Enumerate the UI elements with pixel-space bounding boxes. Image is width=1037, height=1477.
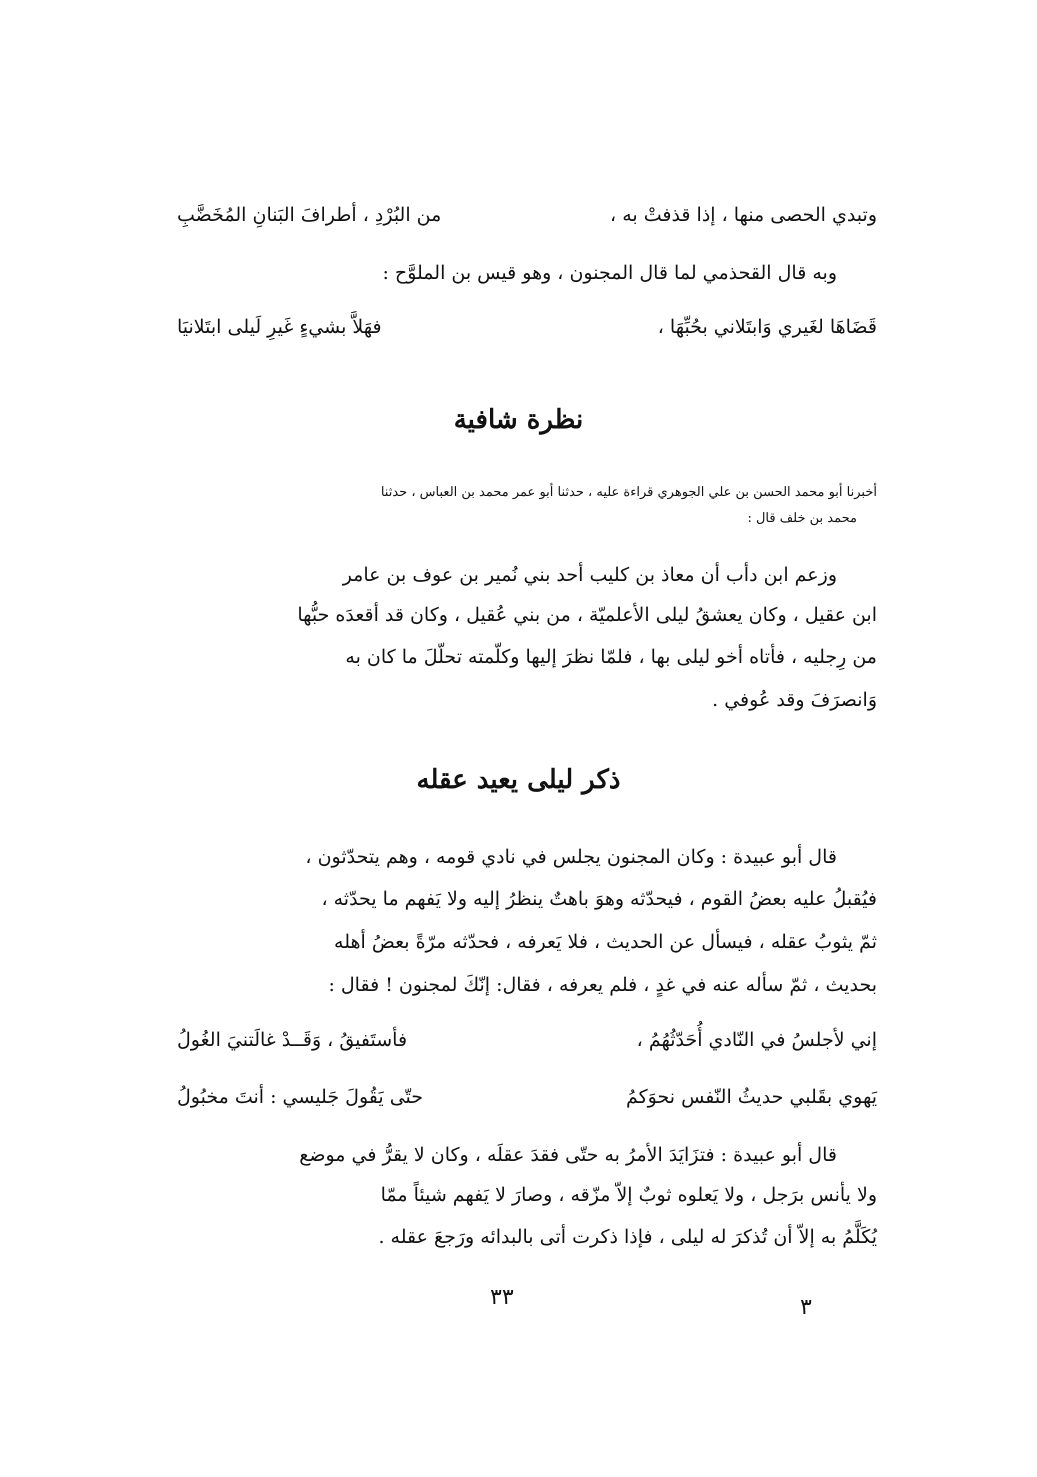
isnad-line-2: محمد بن خلف قال : [747,511,857,526]
verse-2-first-hemistich: قَضَاهَا لغَيري وَابتَلاني بحُبِّهَا ، [657,316,877,338]
body-line: من رِجليه ، فأتاه أخو ليلى بها ، فلمّا نظرَ إليها وكلّمته تحلّلَ ما كان به [345,646,877,668]
section-title-1: نظرة شافية [453,405,584,435]
body-line: بحديث ، ثمّ سأله عنه في غدٍ ، فلم يعرفه ، فقال: إنّكَ لمجنون ! فقال : [328,974,877,996]
page-number: ٣٣ [490,1285,514,1310]
body-line: ثمّ يثوبُ عقله ، فيسأل عن الحديث ، فلا يَعرفه ، فحدّثه مرّةً بعضُ أهله [334,931,877,953]
poem-verse-first-hemistich: يَهوي بقَلبي حديثُ النّفس نحوَكمُ [625,1086,877,1108]
body-line: قال أبو عبيدة : فتزَايَدَ الأمرُ به حتّى فقدَ عقلَه ، وكان لا يقرُّ في موضع [299,1144,837,1166]
poem-verse-second-hemistich: فأستَفيقُ ، وَقَــدْ غالَتنيَ الغُولُ [177,1029,408,1051]
body-line: ابن عقيل ، وكان يعشقُ ليلى الأعلميّة ، من بني عُقيل ، وكان قد أقعدَه حبُّها [297,604,877,626]
body-line: وَانصرَفَ وقد عُوفي . [712,689,877,711]
body-line: ولا يأنس برَجل ، ولا يَعلوه ثوبٌ إلاّ مزّقه ، وصارَ لا يَفهم شيئاً ممّا [380,1184,877,1206]
body-line: وزعم ابن دأب أن معاذ بن كليب أحد بني نُمير بن عوف بن عامر [342,564,837,586]
poem-verse-first-hemistich: إني لأجلسُ في النّادي أُحَدّثُهُمُ ، [636,1029,877,1051]
body-line: يُكَلَّمُ به إلاّ أن تُذكرَ له ليلى ، فإذا ذكرت أتى بالبدائه ورَجعَ عقله . [378,1226,877,1248]
intro-line: وبه قال القحذمي لما قال المجنون ، وهو قيس بن الملوَّح : [382,262,837,284]
top-verse-first-hemistich: وتبدي الحصى منها ، إذا قذفتْ به ، [610,204,877,226]
body-line: قال أبو عبيدة : وكان المجنون يجلس في نادي قومه ، وهم يتحدّثون ، [305,846,837,868]
top-verse-second-hemistich: من البُرْدِ ، أطرافَ البَنانِ المُخَضَّبِ [177,204,442,226]
body-line: فيُقبلُ عليه بعضُ القوم ، فيحدّثه وهوَ باهتٌ ينظرُ إليه ولا يَفهم ما يحدّثه ، [321,888,877,910]
poem-verse-second-hemistich: حتّى يَقُولَ جَليسي : أنتَ مخبُولُ [177,1086,424,1108]
signature-mark: ٣ [800,1295,812,1320]
section-title-2: ذكر ليلى يعيد عقله [416,765,621,795]
verse-2-second-hemistich: فهَلاَّ بشيءٍ غَيرِ لَيلى ابتَلانيَا [177,316,382,338]
isnad-line-1: أخبرنا أبو محمد الحسن بن علي الجوهري قراءة عليه ، حدثنا أبو عمر محمد بن العباس ، حدثنا [380,485,877,500]
